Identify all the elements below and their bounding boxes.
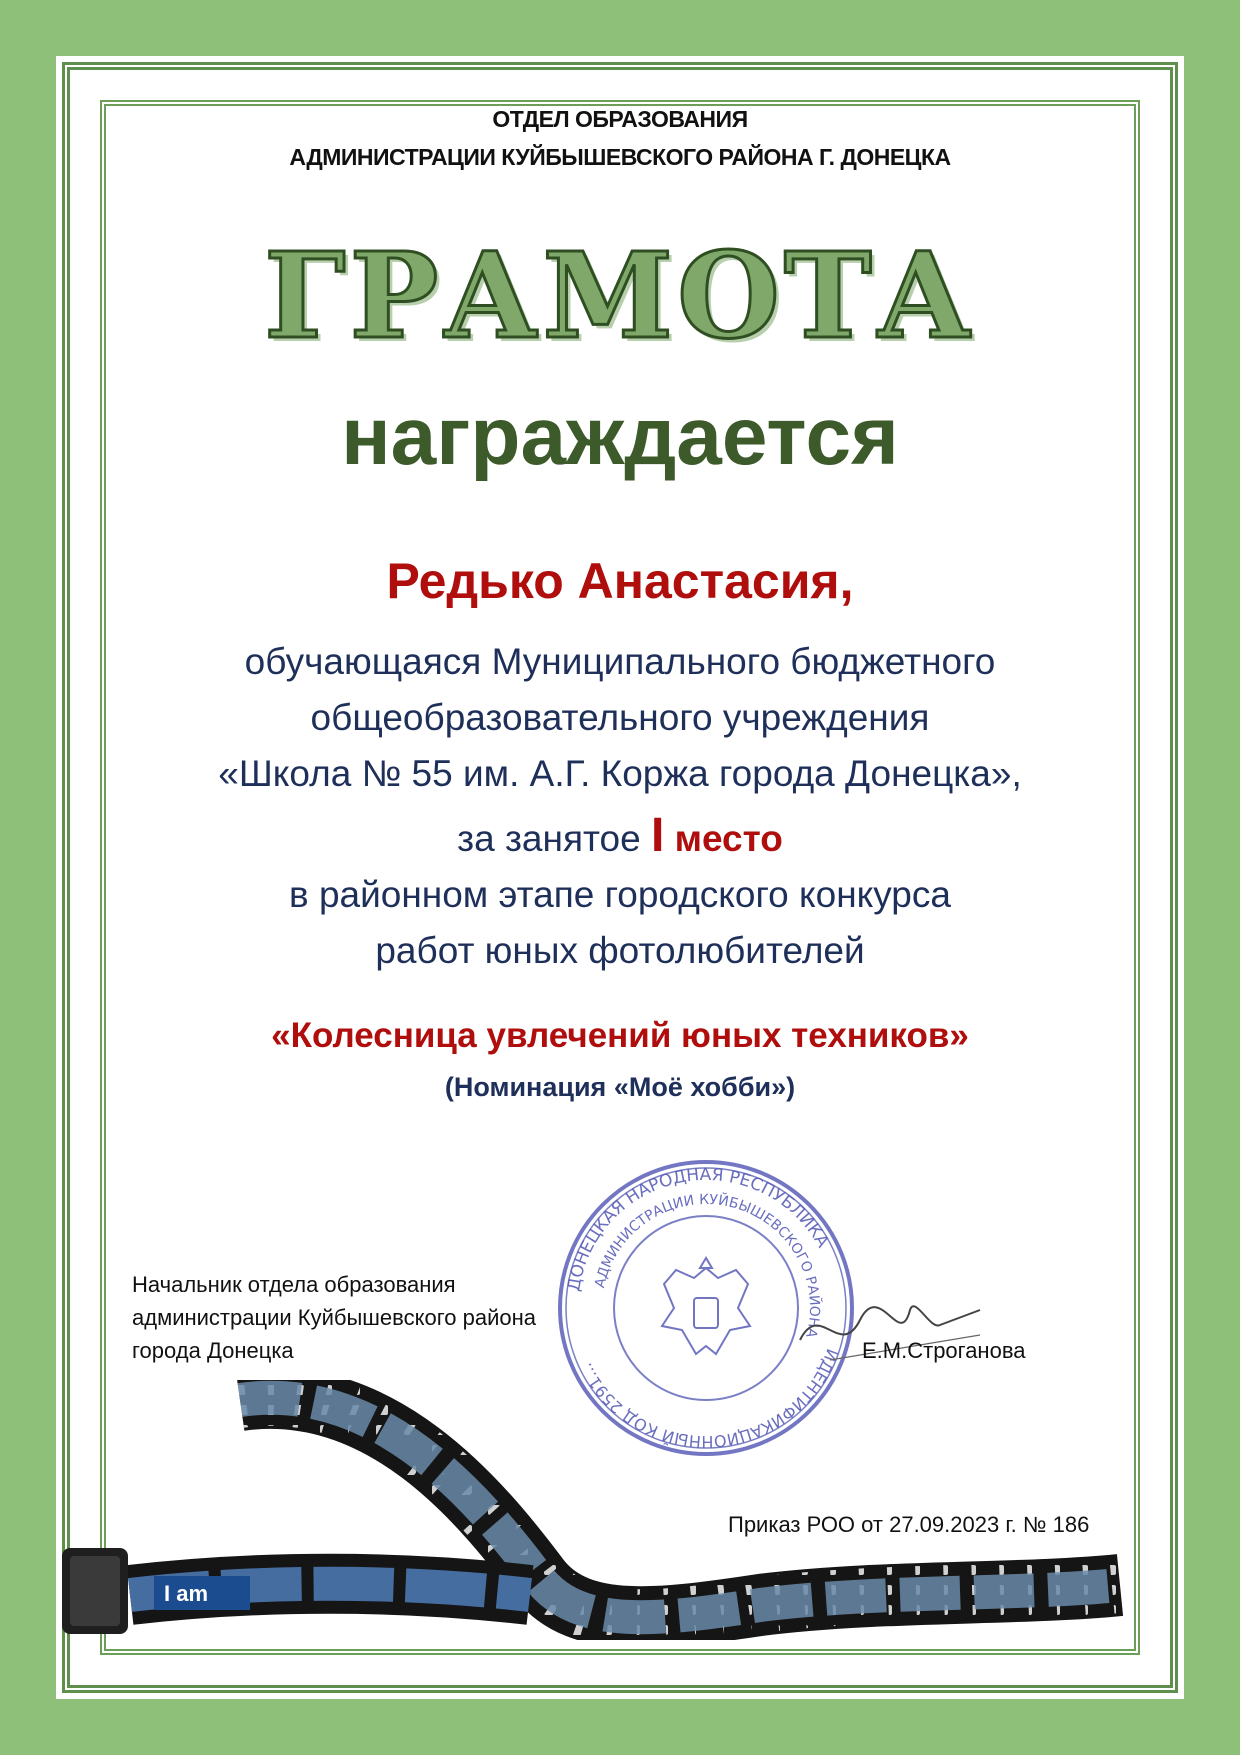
- description-line-5: в районном этапе городского конкурса: [289, 874, 951, 915]
- certificate-title: ГРАМОТА: [264, 226, 976, 365]
- film-frame-text: I am: [164, 1581, 209, 1606]
- recipient-name: Редько Анастасия,: [386, 553, 854, 609]
- position-line-3: города Донецка: [132, 1338, 294, 1363]
- order-reference: Приказ РОО от 27.09.2023 г. № 186: [728, 1512, 1090, 1537]
- header-line-1: ОТДЕЛ ОБРАЗОВАНИЯ: [492, 106, 748, 132]
- position-line-2: администрации Куйбышевского района: [132, 1305, 536, 1330]
- place-prefix: за занятое: [457, 818, 641, 859]
- seal-bottom-text: ИДЕНТИФИКАЦИОННЫЙ КОД 2591...: [576, 1346, 842, 1452]
- description-line-6: работ юных фотолюбителей: [375, 930, 865, 971]
- place-word: место: [674, 818, 783, 859]
- signatory-position: [132, 1268, 536, 1367]
- film-strip-decoration: [60, 1380, 1140, 1640]
- awarded-heading: награждается: [341, 391, 899, 482]
- description-line-2: общеобразовательного учреждения: [310, 697, 930, 738]
- header-line-2: АДМИНИСТРАЦИИ КУЙБЫШЕВСКОГО РАЙОНА Г. ДОНЕЦКА: [289, 144, 951, 170]
- description-line-1: обучающаяся Муниципального бюджетного: [244, 641, 996, 682]
- award-description: [0, 634, 1240, 979]
- place-number: I: [650, 809, 665, 862]
- seal-outer-text: ДОНЕЦКАЯ НАРОДНАЯ РЕСПУБЛИКА: [564, 1164, 833, 1293]
- contest-name: «Колесница увлечений юных техников»: [271, 1016, 969, 1055]
- signatory-name: Е.М.Строганова: [862, 1338, 1026, 1363]
- position-line-1: Начальник отдела образования: [132, 1272, 456, 1297]
- description-line-3: «Школа № 55 им. А.Г. Коржа города Донецка»,: [218, 753, 1022, 794]
- place-line: [0, 808, 1240, 867]
- eagle-emblem-icon: [662, 1258, 750, 1354]
- seal-inner-text: АДМИНИСТРАЦИИ КУЙБЫШЕВСКОГО РАЙОНА: [592, 1191, 823, 1340]
- nomination: (Номинация «Моё хобби»): [444, 1072, 796, 1102]
